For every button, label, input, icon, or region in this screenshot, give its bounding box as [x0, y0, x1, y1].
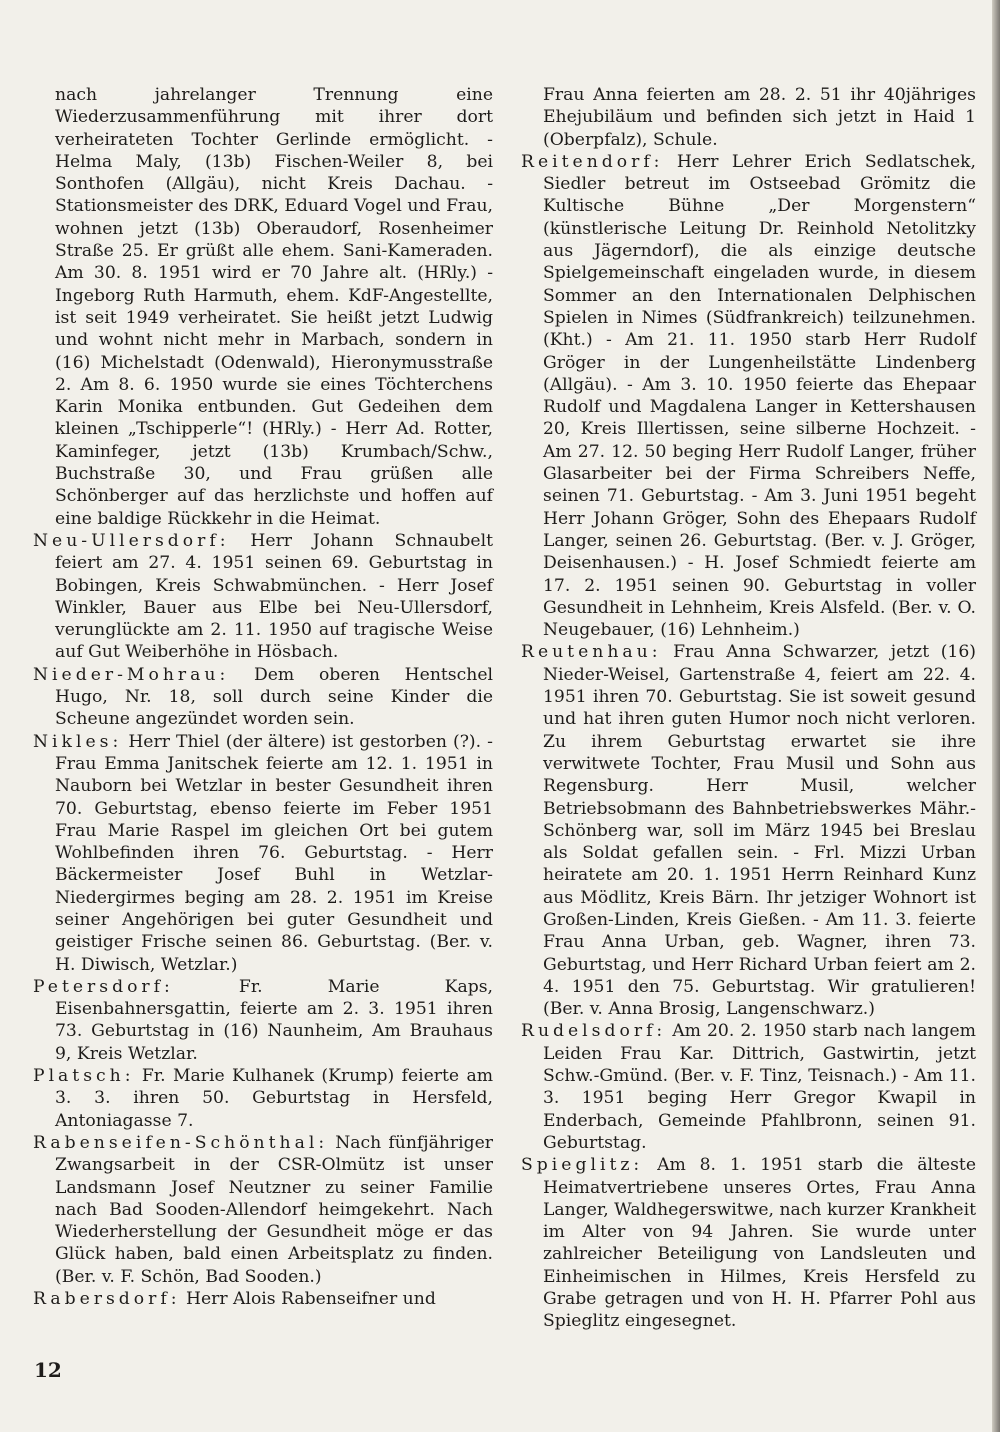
place-name: Rudelsdorf: — [521, 1021, 667, 1042]
news-text: Herr Thiel (der ältere) ist gestorben (?). - Frau Emma Janitschek feierte am 12. 1. 1951 in Nauborn bei Wetzlar in bester Gesundheit ihren 70. Geburtstag, ebenso feierte im Feber 1951 Frau Marie Raspel im gleichen Ort bei gutem Wohlbefinden ihren 76. Geburtstag. - Herr Bäckermeister Josef Buhl in Wetzlar-Niedergirmes beging am 28. 2. 1951 im Kreise seiner Angehörigen bei guter Gesundheit und geistiger Frische seinen 86. Geburtstag. (Ber. v. H. Diwisch, Wetzlar.) — [55, 731, 493, 975]
place-name: Rabersdorf: — [33, 1289, 181, 1310]
place-name: Nikles: — [33, 731, 123, 752]
news-paragraph — [521, 641, 976, 1020]
place-name: Rabenseifen-Schönthal: — [33, 1132, 329, 1153]
left-column — [33, 84, 493, 1310]
news-paragraph — [521, 1154, 976, 1332]
news-paragraph — [33, 530, 493, 664]
place-name: Neu-Ullersdorf: — [33, 530, 230, 551]
news-paragraph — [33, 1288, 493, 1310]
right-column — [521, 84, 976, 1333]
news-paragraph — [33, 84, 493, 530]
news-text: Fr. Marie Kaps, Eisenbahnersgattin, feierte am 2. 3. 1951 ihren 73. Geburtstag in (16) Naunheim, Am Brauhaus 9, Kreis Wetzlar. — [55, 976, 493, 1064]
news-text: Dem oberen Hentschel Hugo, Nr. 18, soll durch seine Kinder die Scheune angezündet worden sein. — [55, 664, 493, 730]
news-text: Fr. Marie Kulhanek (Krump) feierte am 3. 3. ihren 50. Geburtstag in Hersfeld, Antoniagasse 7. — [55, 1066, 493, 1131]
news-paragraph — [33, 664, 493, 731]
place-name: Platsch: — [33, 1066, 135, 1087]
news-paragraph — [33, 731, 493, 976]
news-paragraph — [33, 976, 493, 1065]
news-paragraph — [33, 1065, 493, 1132]
place-name: Reitendorf: — [521, 151, 664, 172]
news-text: Frau Anna Schwarzer, jetzt (16) Nieder-Weisel, Gartenstraße 4, feiert am 22. 4. 1951 ihren 70. Geburtstag. Sie ist soweit gesund und hat ihren guten Humor noch nicht verloren. Zu ihrem Geburtstag erwartet sie ihre verwitwete Tochter, Frau Musil und Sohn aus Regensburg. Herr Musil, welcher Betriebsobmann des Bahnbetriebswerkes Mähr.-Schönberg war, soll im März 1945 bei Breslau als Soldat gefallen sein. - Frl. Mizzi Urban heiratete am 20. 1. 1951 Herrn Reinhard Kunz aus Mödlitz, Kreis Bärn. Ihr jetziger Wohnort ist Großen-Linden, Kreis Gießen. - Am 11. 3. feierte Frau Anna Urban, geb. Wagner, ihren 73. Geburtstag, und Herr Richard Urban feiert am 2. 4. 1951 den 75. Geburtstag. Wir gratulieren! (Ber. v. Anna Brosig, Langenschwarz.) — [543, 642, 976, 1020]
news-text: Nach fünfjähriger Zwangsarbeit in der CSR-Olmütz ist unser Landsmann Josef Neutzner zu seiner Familie nach Bad Sooden-Allendorf heimgekehrt. Nach Wiederherstellung der Gesundheit möge er das Glück haben, bald einen Arbeitsplatz zu finden. (Ber. v. F. Schön, Bad Sooden.) — [55, 1132, 493, 1287]
place-name: Spieglitz: — [521, 1155, 644, 1176]
place-name: Reutenhau: — [521, 642, 662, 663]
news-text: Am 8. 1. 1951 starb die älteste Heimatvertriebene unseres Ortes, Frau Anna Langer, Waldhegerswitwe, nach kurzer Krankheit im Alter von 94 Jahren. Sie wurde unter zahlreicher Beteiligung von Landsleuten und Einheimischen in Hilmes, Kreis Hersfeld zu Grabe getragen und von H. H. Pfarrer Pohl aus Spieglitz eingesegnet. — [543, 1155, 976, 1332]
binding-edge — [992, 0, 1000, 1432]
place-name: Nieder-Mohrau: — [33, 664, 230, 685]
news-paragraph — [521, 1020, 976, 1154]
news-text: Herr Lehrer Erich Sedlatschek, Siedler betreut im Ostseebad Grömitz die Kultische Bühne „Der Morgenstern“ (künstlerische Leitung Dr. Reinhold Netolitzky aus Jägerndorf), die als einzige deutsche Spielgemeinschaft eingeladen wurde, in diesem Sommer an den Internationalen Delphischen Spielen in Nimes (Südfrankreich) teilzunehmen. (Kht.) - Am 21. 11. 1950 starb Herr Rudolf Gröger in der Lungenheilstätte Lindenberg (Allgäu). - Am 3. 10. 1950 feierte das Ehepaar Rudolf und Magdalena Langer in Kettershausen 20, Kreis Illertissen, seine silberne Hochzeit. - Am 27. 12. 50 beging Herr Rudolf Langer, früher Glasarbeiter bei der Firma Schreibers Neffe, seinen 71. Geburtstag. - Am 3. Juni 1951 begeht Herr Johann Gröger, Sohn des Ehepaars Rudolf Langer, seinen 26. Geburtstag. (Ber. v. J. Gröger, Deisenhausen.) - H. Josef Schmiedt feierte am 17. 2. 1951 seinen 90. Geburtstag in voller Gesundheit in Lehnheim, Kreis Alsfeld. (Ber. v. O. Neugebauer, (16) Lehnheim.) — [543, 151, 976, 641]
news-text: Frau Anna feierten am 28. 2. 51 ihr 40jähriges Ehejubiläum und befinden sich jetzt in Haid 1 (Oberpfalz), Schule. — [543, 85, 976, 150]
news-text: Herr Johann Schnaubelt feiert am 27. 4. 1951 seinen 69. Geburtstag in Bobingen, Kreis Schwabmünchen. - Herr Josef Winkler, Bauer aus Elbe bei Neu-Ullersdorf, verunglückte am 2. 11. 1950 auf tragische Weise auf Gut Weiberhöhe in Hösbach. — [55, 530, 493, 663]
news-text: nach jahrelanger Trennung eine Wiederzusammenführung mit ihrer dort verheirateten Tochter Gerlinde ermöglicht. - Helma Maly, (13b) Fischen-Weiler 8, bei Sonthofen (Allgäu), nicht Kreis Dachau. - Stationsmeister des DRK, Eduard Vogel und Frau, wohnen jetzt (13b) Oberaudorf, Rosenheimer Straße 25. Er grüßt alle ehem. Sani-Kameraden. Am 30. 8. 1951 wird er 70 Jahre alt. (HRly.) - Ingeborg Ruth Harmuth, ehem. KdF-Angestellte, ist seit 1949 verheiratet. Sie heißt jetzt Ludwig und wohnt nicht mehr in Marbach, sondern in (16) Michelstadt (Odenwald), Hieronymusstraße 2. Am 8. 6. 1950 wurde sie eines Töchterchens Karin Monika entbunden. Gut Gedeihen dem kleinen „Tschipperle“! (HRly.) - Herr Ad. Rotter, Kaminfeger, jetzt (13b) Krumbach/Schw., Buchstraße 30, und Frau grüßen alle Schönberger auf das herzlichste und hoffen auf eine baldige Rückkehr in die Heimat. — [55, 85, 493, 529]
news-text: Am 20. 2. 1950 starb nach langem Leiden Frau Kar. Dittrich, Gastwirtin, jetzt Schw.-Gmünd. (Ber. v. F. Tinz, Teisnach.) - Am 11. 3. 1951 beging Herr Gregor Kwapil in Enderbach, Gemeinde Pfahlbronn, seinen 91. Geburtstag. — [543, 1021, 976, 1153]
news-paragraph — [521, 84, 976, 151]
news-paragraph — [33, 1132, 493, 1288]
news-text: Herr Alois Rabenseifner und — [185, 1289, 436, 1310]
news-paragraph — [521, 151, 976, 642]
page-number: 12 — [34, 1358, 62, 1382]
place-name: Petersdorf: — [33, 976, 174, 997]
